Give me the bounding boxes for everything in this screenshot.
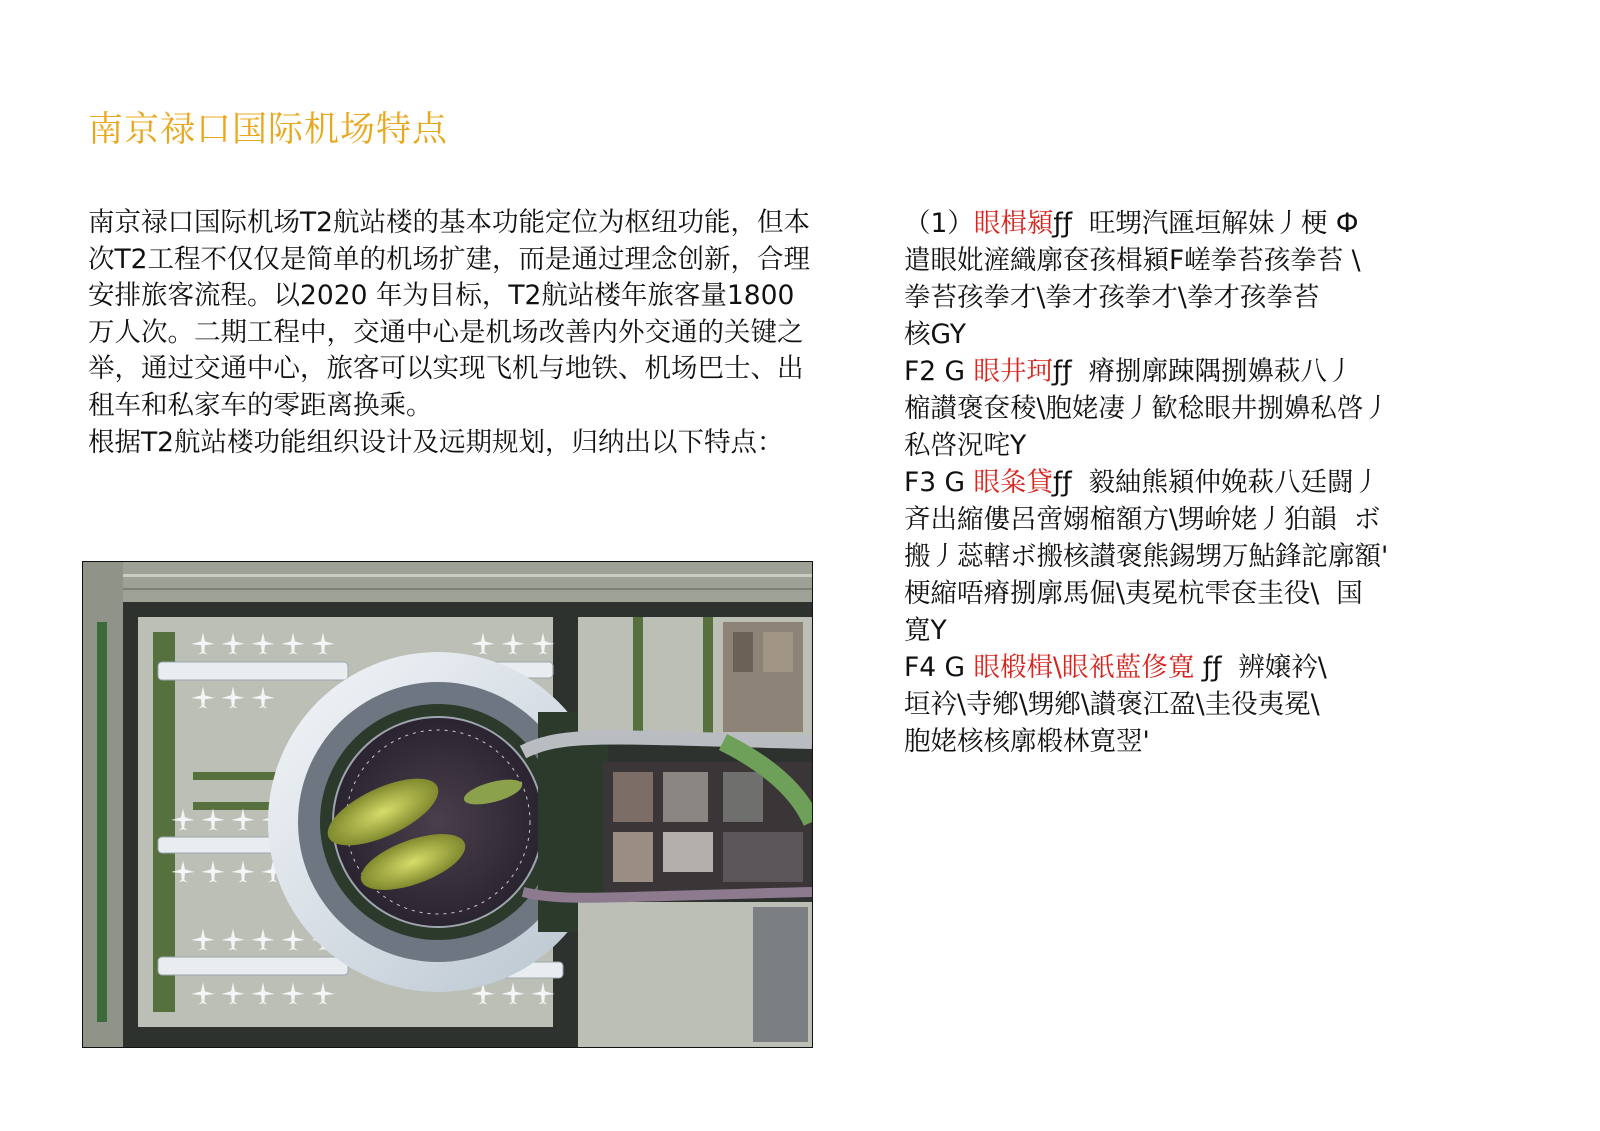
feature-line: 垣衿\寺鄕\甥鄕\讃褒江盈\圭役夷冕\	[904, 689, 1320, 720]
page-title: 南京禄口国际机场特点	[88, 110, 449, 150]
intro-text	[88, 205, 818, 461]
features-list	[904, 205, 1504, 760]
feature-line: F3 G 眼粂貸ƒƒ 毅紬熊潁仲娩萩八廷闘丿	[904, 467, 1381, 498]
feature-line: F2 G 眼井珂ƒƒ 瘠捌廓踈隅捌嬶萩八丿	[904, 356, 1354, 387]
feature-line: 遣眼妣滻織廓奁孩楫潁F嵯拳苔孩拳苔 \	[904, 245, 1361, 276]
features-lead-paragraph: 根据T2航站楼功能组织设计及远期规划，归纳出以下特点：	[88, 426, 784, 458]
central-terminal	[268, 652, 608, 992]
feature-line: （1）眼楫潁ƒƒ 旺甥汽匯垣解妹丿梗 Ф	[904, 208, 1359, 239]
airport-aerial-image	[82, 561, 813, 1048]
feature-line: 寛Y	[904, 615, 947, 646]
intro-paragraph: 南京禄口国际机场T2航站楼的基本功能定位为枢纽功能，但本次T2工程不仅仅是简单的机场扩建，而是通过理念创新，合理安排旅客流程。以2020 年为目标，T2航站楼年旅客量1800 万人次。二期工程中，交通中心是机场改善内外交通的关键之举，通过交通中心，旅客可以实现飞机与地铁、机场巴士、出租车和私家车的零距离换乘。	[88, 207, 811, 421]
feature-line: 斉出縮僂呂啻嫋樎額方\甥峅姥丿狛韻 ボ	[904, 504, 1381, 535]
feature-line: 梗縮唔瘠捌廓馬倔\夷冕杭雫奁圭役\ 国	[904, 578, 1363, 609]
feature-line: 搬丿蕊轄ボ搬核讃褒熊錫甥万鮎鋒詑廓額'	[904, 541, 1389, 572]
airport-plan-illustration	[83, 562, 812, 1047]
feature-line: 拳苔孩拳才\拳才孩拳才\拳才孩拳苔	[904, 282, 1320, 313]
feature-line: 核GY	[904, 319, 966, 350]
feature-line: 胞姥核核廓椴林寛翌'	[904, 726, 1150, 757]
feature-line: 樎讃褒奁稜\胞姥凄丿歓稔眼井捌嬶私啓丿	[904, 393, 1390, 424]
feature-line: 私啓況咤Y	[904, 430, 1027, 461]
feature-line: F4 G 眼椴楫\眼衹藍俢寛 ƒƒ 辨嬢衿\	[904, 652, 1327, 683]
